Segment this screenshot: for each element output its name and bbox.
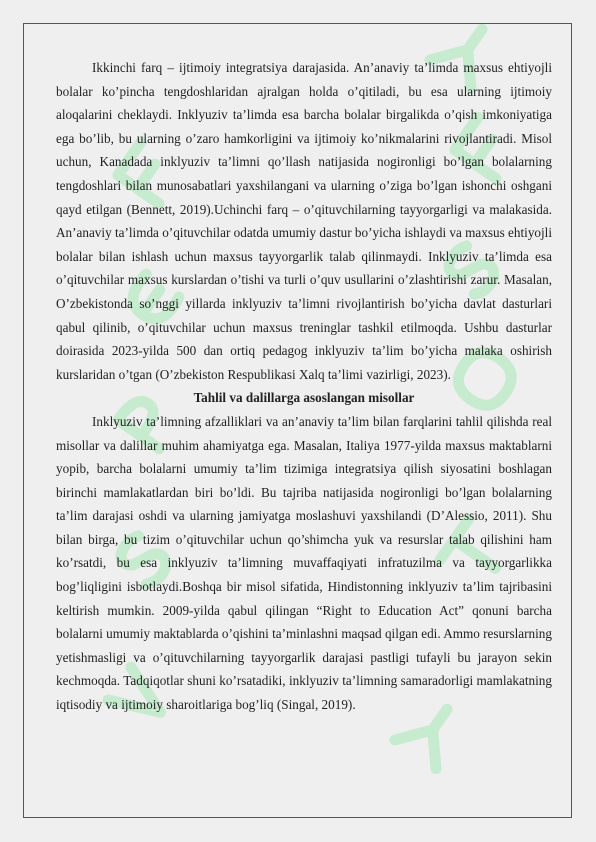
paragraph: Ikkinchi farq – ijtimoiy integratsiya darajasida. An’anaviy ta’limda maxsus ehtiyojli bolalar ko’pincha tengdoshlaridan ajralgan holda o’qitiladi, bu esa ularning ijtimoiy aloqalarini cheklaydi. Inklyuziv ta’limda esa barcha bolalar birgalikda o’qish imkoniyatiga ega bo’lib, bu ularning o’zaro hamkorligini va ijtimoiy ko’nikmalarini rivojlantiradi. Misol uchun, Kanadada inklyuziv ta’limni qo’llash natijasida nogironligi bo’lgan bolalarning tengdoshlari bilan munosabatlari yaxshilangani va ularning o’ziga bo’lgan ishonchi oshgani qayd etilgan (Bennett, 2019).Uchinchi farq – o’qituvchilarning tayyorgarligi va malakasida. An’anaviy ta’limda o’qituvchilar odatda umumiy dastur bo’yicha ishlaydi va maxsus ehtiyojli bolalar bilan ishlash uchun maxsus tayyorgarlik talab qilinmaydi. Inklyuziv ta’limda esa o’qituvchilar maxsus kurslardan o’tishi va turli o’quv usullarini o’zlashtirishi zarur. Masalan, O’zbekistonda so’nggi yillarda inklyuziv ta’limni rivojlantirish bo’yicha davlat dasturlari qabul qilinib, o’qituvchilar uchun maxsus treninglar tashkil etilmoqda. Ushbu dasturlar doirasida 2023-yilda 500 dan ortiq pedagog inklyuziv ta’lim bo’yicha malaka oshirish kurslaridan o’tgan (O’zbekiston Respublikasi Xalq ta’limi vazirligi, 2023).	[56, 60, 552, 382]
document-body	[56, 56, 552, 717]
section-heading: Tahlil va dalillarga asoslangan misollar	[193, 390, 415, 406]
paragraph: Inklyuziv ta’limning afzalliklari va an’anaviy ta’lim bilan farqlarini tahlil qilishda real misollar va dalillar muhim ahamiyatga ega. Masalan, Italiya 1977-yilda maxsus maktablarni yopib, barcha bolalarni umumiy ta’lim tizimiga integratsiya qilish siyosatini boshlagan birinchi mamlakatlardan biri bo’ldi. Bu tajriba natijasida nogironligi bo’lgan bolalarning ta’lim darajasi oshdi va ularning jamiyatga moslashuvi yaxshilandi (D’Alessio, 2011). Shu bilan birga, bu tizim o’qituvchilar uchun qo’shimcha yuk va resurslar talab qilishini ham ko’rsatdi, bu esa inklyuziv ta’limning muvaffaqiyati infratuzilma va tayyorgarlikka bog’liqligini isbotlaydi.Boshqa bir misol sifatida, Hindistonning inklyuziv ta’lim tajribasini keltirish mumkin. 2009-yilda qabul qilingan “Right to Education Act” qonuni barcha bolalarni umumiy maktablarda o’qishini ta’minlashni maqsad qilgan edi. Ammo resurslarning yetishmasligi va o’qituvchilarning tayyorgarlik darajasi pastligi tufayli bu jarayon sekin kechmoqda. Tadqiqotlar shuni ko’rsatadiki, inklyuziv ta’limning samaradorligi mamlakatning iqtisodiy va ijtimoiy sharoitlariga bog’liq (Singal, 2019).	[56, 413, 552, 713]
